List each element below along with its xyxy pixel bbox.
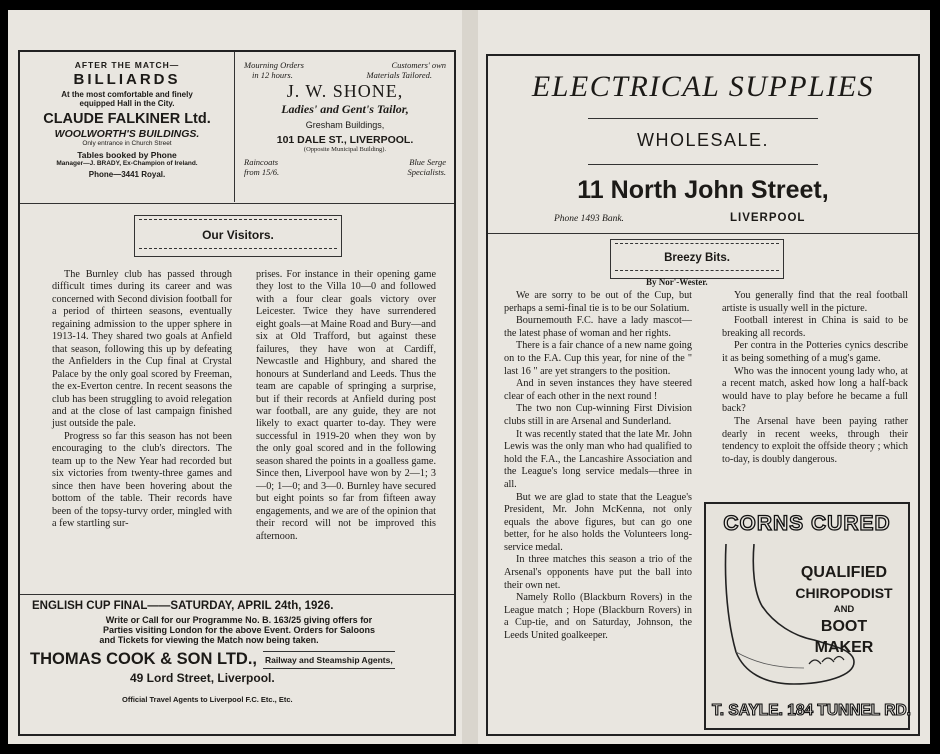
billiards-name: CLAUDE FALKINER Ltd. bbox=[43, 111, 211, 127]
advert-bottom-rule bbox=[20, 203, 454, 204]
shone-bottom-right1: Blue Serge bbox=[409, 157, 446, 167]
breezy-paragraph: The Arsenal have been paying rather dearly in recent weeks, through their tendency to exploit the offside theory ; which to-day, is doubly dangerous. bbox=[722, 415, 908, 465]
billiards-line4: equipped Hall in the City. bbox=[79, 99, 175, 108]
breezy-paragraph: Bournemouth F.C. have a lady mascot—the latest phase of woman and her rights. bbox=[504, 315, 692, 339]
breezy-paragraph: Who was the innocent young lady who, at a recent match, asked how long a half-back would have to play before he became a full back? bbox=[722, 365, 908, 415]
breezy-paragraph: It was recently stated that the late Mr. John Lewis was the only man who had qualified to hold the F.A., the Lancashire Association and the League's long service medals—three in all. bbox=[504, 428, 692, 490]
shone-bottom-left1: Raincoats bbox=[244, 157, 278, 167]
breezy-paragraph: In three matches this season a trio of the Arsenal's opponents have put the ball into their own net. bbox=[504, 554, 692, 591]
billiards-heading: BILLIARDS bbox=[73, 71, 181, 88]
cook-headline: ENGLISH CUP FINAL——SATURDAY, APRIL 24th, 1926. bbox=[32, 600, 334, 612]
breezy-heading-box bbox=[610, 239, 784, 279]
breezy-paragraph: But we are glad to state that the League's President, Mr. John McKenna, not only equals the above figures, but can go one better, for he also holds the Volunteers long-service medal. bbox=[504, 491, 692, 553]
breezy-paragraph: Namely Rollo (Blackburn Rovers) in the League match ; Hope (Blackburn Rovers) in a Cup-tie, and on Saturday, Johnson, the Leeds United goalkeeper. bbox=[504, 592, 692, 642]
electrical-wholesale: WHOLESALE. bbox=[636, 130, 770, 150]
breezy-paragraph: The two non Cup-winning First Division clubs still in are Arsenal and Sunderland. bbox=[504, 403, 692, 427]
breezy-paragraph: Per contra in the Potteries cynics describe it as being something of a mug's game. bbox=[722, 340, 908, 364]
billiards-line1: AFTER THE MATCH— bbox=[74, 60, 180, 70]
cook-line3: and Tickets for viewing the Match now being taken. bbox=[99, 635, 319, 645]
breezy-column-1 bbox=[504, 290, 692, 643]
visitors-heading-box bbox=[134, 215, 342, 257]
electrical-phone: Phone 1493 Bank. bbox=[554, 214, 624, 224]
page-gutter bbox=[462, 10, 478, 744]
cook-agents: Railway and Steamship Agents, bbox=[263, 651, 395, 669]
corns-chiropodist: CHIROPODIST bbox=[795, 585, 893, 601]
shone-trade: Ladies' and Gent's Tailor, bbox=[281, 102, 409, 116]
cook-line2: Parties visiting London for the above Event. Orders for Saloons bbox=[102, 625, 376, 635]
visitors-paragraph: Progress so far this season has not been encouraging to the club's directors. The team up to the New Year had recorded but six victories from twenty-three games and since then have been hovering about the bottom of the table. Their records have been of the topsy-turvy order, mingled with a few startling sur- bbox=[52, 430, 232, 530]
corns-services bbox=[782, 562, 906, 658]
visitors-paragraph: The Burnley club has passed through difficult times during its career and was concerned with Second division football for a period of thirteen seasons, eventually regaining admission to the upper sphere in 1913-14. They shared two goals at Anfield that season, following this up by defeating the Anfielders in the Cup final at Crystal Palace by the only goal scored by Freeman, the ex-Everton centre. In recent seasons the club has been struggling to avoid relegation and at the close of last campaign finished just outside the pale. bbox=[52, 269, 232, 430]
electrical-rule-top bbox=[588, 118, 818, 119]
visitors-heading: Our Visitors. bbox=[202, 228, 274, 242]
breezy-heading: Breezy Bits. bbox=[664, 252, 730, 264]
breezy-paragraph: Football interest in China is said to be breaking all records. bbox=[722, 315, 908, 339]
shone-address: 101 DALE ST., LIVERPOOL. bbox=[276, 134, 414, 146]
shone-building: Gresham Buildings, bbox=[305, 120, 385, 130]
breezy-paragraph: There is a fair chance of a new name going on to the F.A. Cup this year, for nine of the " last 16 " are yet strangers to the position. bbox=[504, 340, 692, 377]
corns-advert bbox=[704, 502, 910, 730]
visitors-column-1 bbox=[52, 269, 232, 531]
billiards-tables: Tables booked by Phone bbox=[77, 150, 177, 160]
corns-sign: T. SAYLE. 184 TUNNEL RD. bbox=[712, 702, 911, 719]
visitors-paragraph: prises. For instance in their opening game they lost to the Villa 10—0 and followed with a four clear goals victory over Leicester. Twice they have surrendered eight goals—at Maine Road and Bury—and six at Old Trafford, but against these failures, they have won at Cardiff, Newcastle and Highbury, and shared the honours at Sunderland and Leeds. Thus the team are capable of springing a surprise, but if their records at Anfield during post war football, are any guide, they are not likely to exact quarter to-day. They were successful in 1919-20 when they won by the only goal scored and in the following season shared the points in a goalless game. Since then, Liverpool have won by 2—1; 3—0; 1—0; and 3—0. Burnley have secured but eight points so far from fifteen away engagements, and we are of the opinion that their record will not be improved this afternoon. bbox=[256, 269, 436, 542]
shone-top-right2: Materials Tailored. bbox=[366, 70, 432, 80]
billiards-entrance: Only entrance in Church Street bbox=[82, 140, 172, 147]
breezy-byline: By Nor'-Wester. bbox=[646, 277, 708, 287]
corns-qualified: QUALIFIED bbox=[800, 564, 888, 581]
electrical-bottom-rule bbox=[488, 233, 918, 234]
billiards-advert bbox=[22, 60, 232, 179]
breezy-paragraph: You generally find that the real football artiste is usually well in the picture. bbox=[722, 290, 908, 314]
billiards-manager: Manager—J. BRADY, Ex-Champion of Ireland. bbox=[56, 160, 198, 167]
shone-top-left: Mourning Orders bbox=[244, 60, 304, 70]
cook-address: 49 Lord Street, Liverpool. bbox=[130, 671, 275, 685]
billiards-building: WOOLWORTH'S BUILDINGS. bbox=[54, 128, 200, 140]
corns-title: CORNS CURED bbox=[723, 512, 891, 535]
shone-opposite: (Opposite Municipal Building). bbox=[303, 146, 387, 153]
electrical-address: 11 North John Street, bbox=[577, 176, 829, 204]
billiards-phone: Phone—3441 Royal. bbox=[88, 170, 166, 179]
shone-name: J. W. SHONE, bbox=[286, 81, 404, 101]
shone-top-right: Customers' own bbox=[391, 60, 446, 70]
breezy-paragraph: And in seven instances they have steered clear of each other in the next round ! bbox=[504, 378, 692, 402]
billiards-line3: At the most comfortable and finely bbox=[61, 90, 193, 99]
cook-advert bbox=[30, 600, 448, 704]
shone-bottom-left2: from 15/6. bbox=[244, 167, 280, 177]
shone-bottom-right2: Specialists. bbox=[407, 167, 446, 177]
electrical-rule-bottom bbox=[588, 164, 818, 165]
left-page bbox=[8, 10, 462, 744]
electrical-city: LIVERPOOL bbox=[730, 212, 806, 224]
corns-boot: BOOT bbox=[820, 618, 868, 635]
cook-line1: Write or Call for our Programme No. B. 163/25 giving offers for bbox=[105, 615, 373, 625]
corns-maker: MAKER bbox=[814, 639, 874, 656]
advert-divider bbox=[234, 52, 235, 202]
breezy-column-2 bbox=[722, 290, 908, 466]
electrical-title: ELECTRICAL SUPPLIES bbox=[531, 70, 875, 103]
shone-advert bbox=[238, 60, 452, 177]
cook-top-rule bbox=[20, 594, 454, 595]
cook-official: Official Travel Agents to Liverpool F.C. Etc., Etc. bbox=[122, 695, 293, 704]
right-page bbox=[478, 10, 930, 744]
breezy-paragraph: We are sorry to be out of the Cup, but perhaps a semi-final tie is to be our Solatium. bbox=[504, 290, 692, 314]
shone-top-left2: in 12 hours. bbox=[252, 70, 293, 80]
cook-name: THOMAS COOK & SON LTD., bbox=[30, 650, 258, 668]
electrical-advert bbox=[488, 70, 918, 224]
corns-and: AND bbox=[833, 604, 855, 615]
visitors-column-2 bbox=[256, 269, 436, 543]
